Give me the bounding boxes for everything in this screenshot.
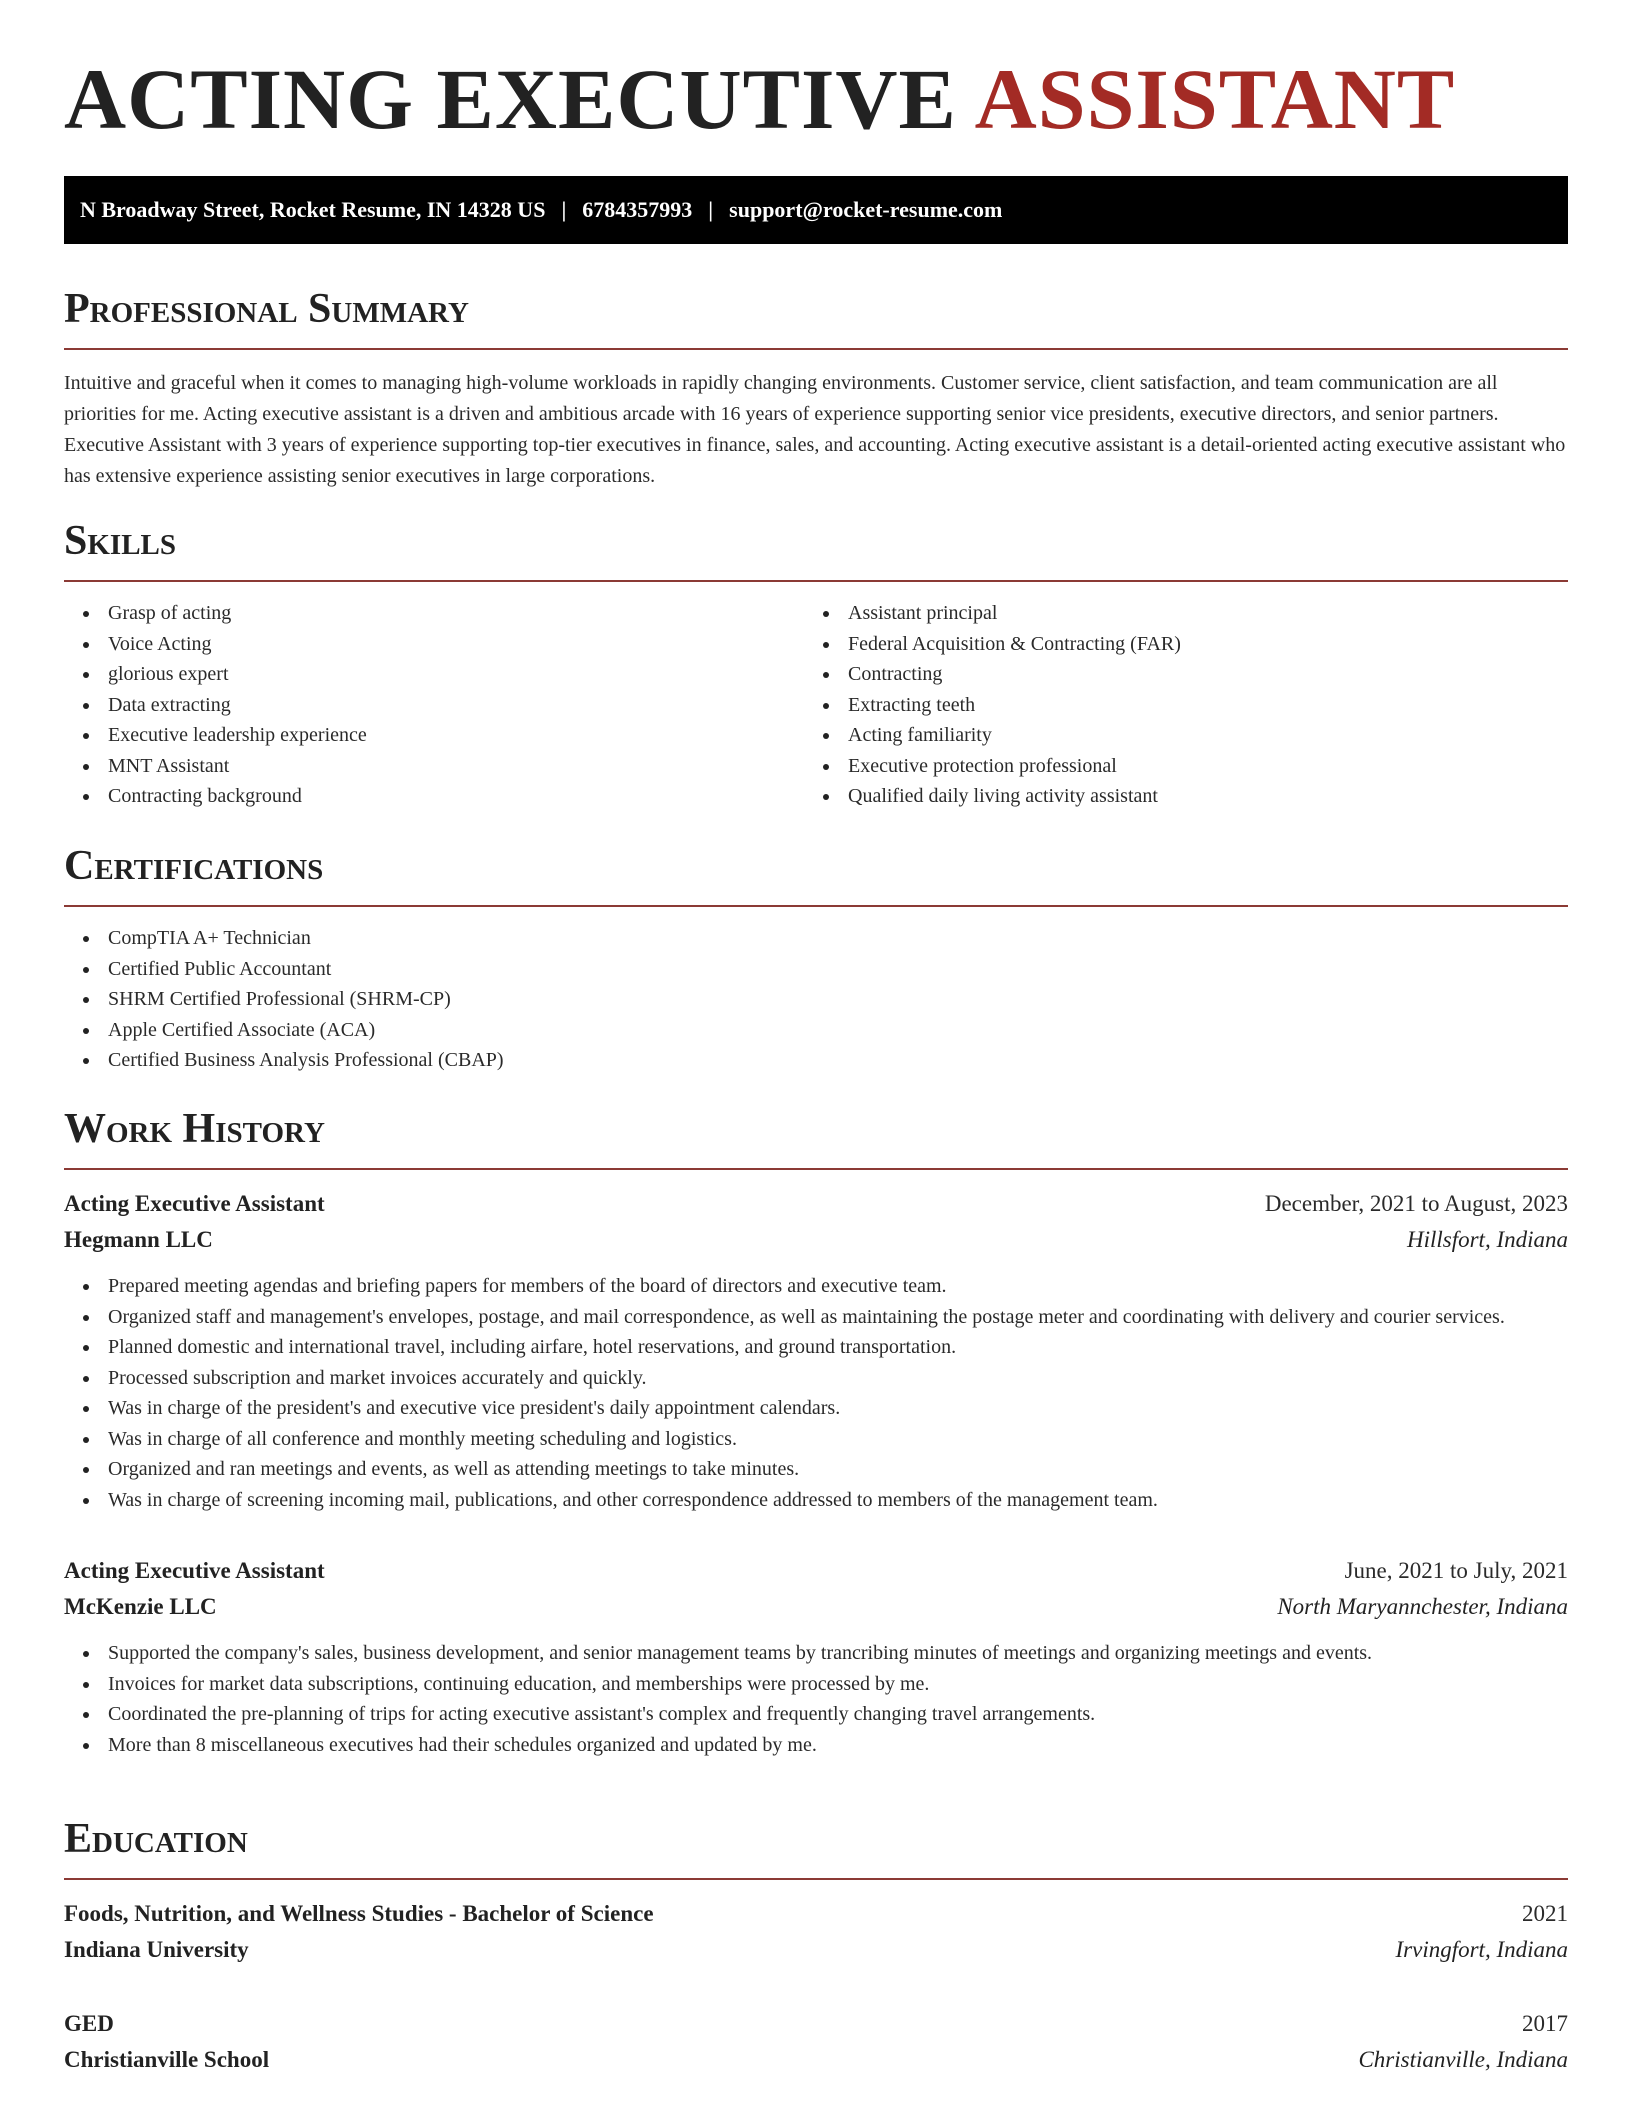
job-company: Hegmann LLC <box>64 1227 213 1253</box>
skills-columns <box>64 598 1568 812</box>
education-degree: Foods, Nutrition, and Wellness Studies - Bachelor of Science <box>64 1901 654 1927</box>
title-accent: ASSISTANT <box>974 51 1456 147</box>
job-duty: Organized staff and management's envelopes, postage, and mail correspondence, as well as maintaining the postage meter and coordinating with delivery and courier services. <box>64 1302 1568 1333</box>
job-duty: Processed subscription and market invoices accurately and quickly. <box>64 1363 1568 1394</box>
job-duty: Invoices for market data subscriptions, continuing education, and memberships were processed by me. <box>64 1669 1568 1700</box>
section-divider <box>64 905 1568 907</box>
job-duty: Planned domestic and international travel, including airfare, hotel reservations, and ground transportation. <box>64 1332 1568 1363</box>
contact-separator: | <box>708 197 714 222</box>
title-primary: ACTING EXECUTIVE <box>64 51 957 147</box>
section-divider <box>64 580 1568 582</box>
education-section <box>64 1816 1568 2078</box>
job-duty: Organized and ran meetings and events, as well as attending meetings to take minutes. <box>64 1454 1568 1485</box>
skill-item: Data extracting <box>64 690 804 721</box>
job-duty: Coordinated the pre-planning of trips for acting executive assistant's complex and frequently changing travel arrangements. <box>64 1699 1568 1730</box>
certifications-section <box>64 843 1568 1076</box>
section-title: Work History <box>64 1106 325 1152</box>
skills-list-right <box>804 598 1544 812</box>
skill-item: Contracting <box>804 659 1544 690</box>
summary-text: Intuitive and graceful when it comes to managing high-volume workloads in rapidly changing environments. Customer service, client satisfaction, and team communication are all priorities for me. Acting executive assistant is a driven and ambitious arcade with 16 years of experience supporting senior vice presidents, executive directors, and senior partners. Executive Assistant with 3 years of experience supporting top-tier executives in finance, sales, and accounting. Acting executive assistant is a detail-oriented acting executive assistant who has extensive experience assisting senior executives in large corporations. <box>64 372 1566 488</box>
skill-item: glorious expert <box>64 659 804 690</box>
section-title: Skills <box>64 518 177 564</box>
job-dates: June, 2021 to July, 2021 <box>1344 1558 1568 1584</box>
contact-bar <box>64 176 1568 244</box>
certification-item: Certified Business Analysis Professional (CBAP) <box>64 1045 1568 1076</box>
contact-address: N Broadway Street, Rocket Resume, IN 14328 US <box>80 197 546 222</box>
job-duties-list <box>64 1271 1568 1515</box>
education-year: 2017 <box>1522 2011 1568 2037</box>
job-duty: Prepared meeting agendas and briefing papers for members of the board of directors and executive team. <box>64 1271 1568 1302</box>
skill-item: Extracting teeth <box>804 690 1544 721</box>
education-entry <box>64 2006 1568 2078</box>
job-duty: Supported the company's sales, business development, and senior management teams by trancribing minutes of meetings and organizing meetings and events. <box>64 1638 1568 1669</box>
skill-item: Executive protection professional <box>804 751 1544 782</box>
certification-item: SHRM Certified Professional (SHRM-CP) <box>64 984 1568 1015</box>
section-divider <box>64 1168 1568 1170</box>
education-degree: GED <box>64 2011 114 2037</box>
education-school: Indiana University <box>64 1937 249 1963</box>
skill-item: Grasp of acting <box>64 598 804 629</box>
contact-separator: | <box>561 197 567 222</box>
skill-item: MNT Assistant <box>64 751 804 782</box>
education-entry <box>64 1896 1568 1968</box>
job-company: McKenzie LLC <box>64 1594 217 1620</box>
skill-item: Contracting background <box>64 781 804 812</box>
certification-item: Certified Public Accountant <box>64 954 1568 985</box>
education-header-row <box>64 2006 1568 2042</box>
job-entry <box>64 1186 1568 1515</box>
job-duty: More than 8 miscellaneous executives had their schedules organized and updated by me. <box>64 1730 1568 1761</box>
skill-item: Executive leadership experience <box>64 720 804 751</box>
section-title: Education <box>64 1816 248 1862</box>
certification-item: Apple Certified Associate (ACA) <box>64 1015 1568 1046</box>
resume-title <box>64 52 1455 147</box>
job-company-row <box>64 1222 1568 1258</box>
education-school-row <box>64 2042 1568 2078</box>
job-duty: Was in charge of all conference and monthly meeting scheduling and logistics. <box>64 1424 1568 1455</box>
job-role: Acting Executive Assistant <box>64 1191 325 1217</box>
job-role: Acting Executive Assistant <box>64 1558 325 1584</box>
section-title: Professional Summary <box>64 286 469 332</box>
job-duty: Was in charge of screening incoming mail, publications, and other correspondence addressed to members of the management team. <box>64 1485 1568 1516</box>
job-entry <box>64 1553 1568 1760</box>
work-history-section <box>64 1106 1568 1760</box>
summary-section <box>64 286 1568 492</box>
job-header-row <box>64 1553 1568 1589</box>
section-divider <box>64 1878 1568 1880</box>
section-title: Certifications <box>64 843 324 889</box>
job-dates: December, 2021 to August, 2023 <box>1264 1191 1568 1217</box>
education-year: 2021 <box>1522 1901 1568 1927</box>
contact-email: support@rocket-resume.com <box>729 197 1003 222</box>
skill-item: Qualified daily living activity assistant <box>804 781 1544 812</box>
job-duties-list <box>64 1638 1568 1760</box>
job-location: North Maryannchester, Indiana <box>1277 1594 1568 1620</box>
skill-item: Federal Acquisition & Contracting (FAR) <box>804 629 1544 660</box>
skill-item: Acting familiarity <box>804 720 1544 751</box>
skills-list-left <box>64 598 804 812</box>
job-company-row <box>64 1589 1568 1625</box>
certification-item: CompTIA A+ Technician <box>64 923 1568 954</box>
job-duty: Was in charge of the president's and executive vice president's daily appointment calendars. <box>64 1393 1568 1424</box>
education-school: Christianville School <box>64 2047 270 2073</box>
education-location: Christianville, Indiana <box>1358 2047 1568 2073</box>
job-location: Hillsfort, Indiana <box>1406 1227 1568 1253</box>
education-location: Irvingfort, Indiana <box>1395 1937 1568 1963</box>
contact-phone: 6784357993 <box>582 197 693 222</box>
education-header-row <box>64 1896 1568 1932</box>
skill-item: Voice Acting <box>64 629 804 660</box>
section-divider <box>64 348 1568 350</box>
skills-section <box>64 518 1568 812</box>
certifications-list <box>64 923 1568 1076</box>
education-school-row <box>64 1932 1568 1968</box>
job-header-row <box>64 1186 1568 1222</box>
skill-item: Assistant principal <box>804 598 1544 629</box>
